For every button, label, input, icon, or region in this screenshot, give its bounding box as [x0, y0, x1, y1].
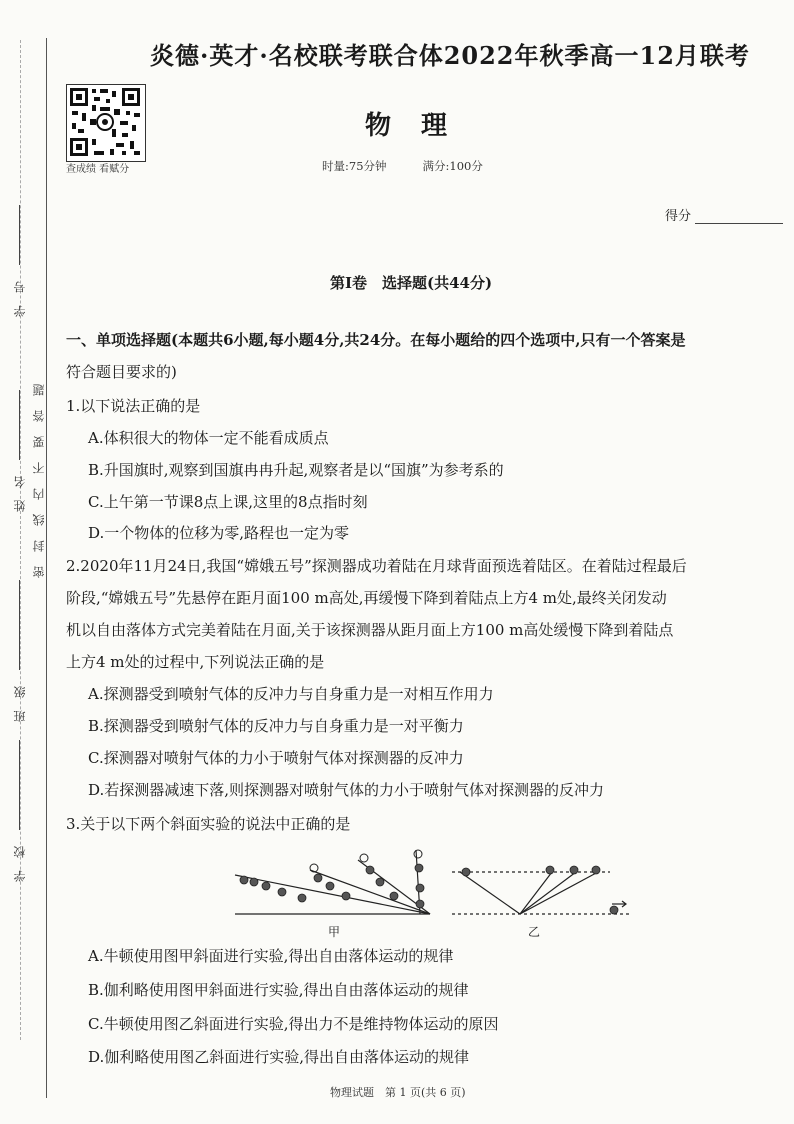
subject-title: 物理	[365, 111, 478, 141]
exam-title: 炎德·英才·名校联考联合体2022年秋季高一12月联考	[150, 41, 750, 70]
question-2-stem-line-1: 2.2020年11月24日,我国“嫦娥五号”探测器成功着陆在月球背面预选着陆区。在着陆过程最后	[66, 557, 687, 575]
school-label: 学校	[12, 834, 27, 882]
qr-caption: 查成绩 看赋分	[66, 164, 130, 175]
question-3-option-a: A.牛顿使用图甲斜面进行实验,得出自由落体运动的规律	[88, 947, 454, 965]
sealing-line-note: 密封线内不要答题	[32, 370, 46, 578]
page-footer: 物理试题 第 1 页(共 6 页)	[330, 1086, 466, 1099]
student-number-label: 学号	[12, 269, 27, 317]
class-field	[2, 580, 36, 722]
question-1-option-d: D.一个物体的位移为零,路程也一定为零	[88, 524, 350, 542]
school-field	[2, 740, 36, 882]
question-2-option-b: B.探测器受到喷射气体的反冲力与自身重力是一对平衡力	[88, 717, 464, 735]
inclined-plane-figures	[230, 840, 630, 940]
qr-code-image	[67, 85, 143, 159]
question-2-option-c: C.探测器对喷射气体的力小于喷射气体对探测器的反冲力	[88, 749, 464, 767]
question-3-option-c: C.牛顿使用图乙斜面进行实验,得出力不是维持物体运动的原因	[88, 1015, 499, 1033]
question-1-option-c: C.上午第一节课8点上课,这里的8点指时刻	[88, 493, 368, 511]
exam-meta	[322, 158, 483, 174]
exam-full-score: 满分:100分	[422, 159, 483, 173]
figure-label-jia: 甲	[328, 925, 341, 939]
question-2-stem-line-3: 机以自由落体方式完美着陆在月面,关于该探测器从距月面上方100 m高处缓慢下降到着陆点	[66, 621, 674, 639]
question-3-option-d: D.伽利略使用图乙斜面进行实验,得出自由落体运动的规律	[88, 1048, 470, 1066]
figure-label-yi: 乙	[528, 925, 541, 939]
inclined-plane-diagram	[230, 840, 630, 944]
question-2-stem-line-4: 上方4 m处的过程中,下列说法正确的是	[66, 653, 325, 671]
question-1-option-b: B.升国旗时,观察到国旗冉冉升起,观察者是以“国旗”为参考系的	[88, 461, 504, 479]
name-label: 姓名	[12, 464, 27, 512]
section-title: 第Ⅰ卷 选择题(共44分)	[330, 274, 493, 292]
binding-dashed-line	[20, 40, 21, 1040]
question-3-stem: 3.关于以下两个斜面实验的说法中正确的是	[66, 815, 351, 833]
qr-code	[66, 84, 146, 162]
question-2-option-d: D.若探测器减速下落,则探测器对喷射气体的力小于喷射气体对探测器的反冲力	[88, 781, 605, 799]
score-label: 得分	[665, 209, 692, 224]
class-label: 班级	[12, 674, 27, 722]
question-2-stem-line-2: 阶段,“嫦娥五号”先悬停在距月面100 m高处,再缓慢下降到着陆点上方4 m处,最终关闭发动	[66, 589, 667, 607]
question-1-option-a: A.体积很大的物体一定不能看成质点	[88, 429, 329, 447]
part-heading-cont: 符合题目要求的)	[66, 363, 177, 381]
figure-yi	[452, 872, 630, 914]
question-2-option-a: A.探测器受到喷射气体的反冲力与自身重力是一对相互作用力	[88, 685, 494, 703]
student-number-field	[2, 205, 36, 317]
part-heading: 一、单项选择题(本题共6小题,每小题4分,共24分。在每小题给的四个选项中,只有一个答案是	[66, 331, 686, 349]
question-1-stem: 1.以下说法正确的是	[66, 397, 201, 415]
score-field	[665, 205, 783, 224]
exam-duration: 时量:75分钟	[322, 159, 387, 173]
score-blank	[695, 209, 783, 224]
question-3-option-b: B.伽利略使用图甲斜面进行实验,得出自由落体运动的规律	[88, 981, 469, 999]
